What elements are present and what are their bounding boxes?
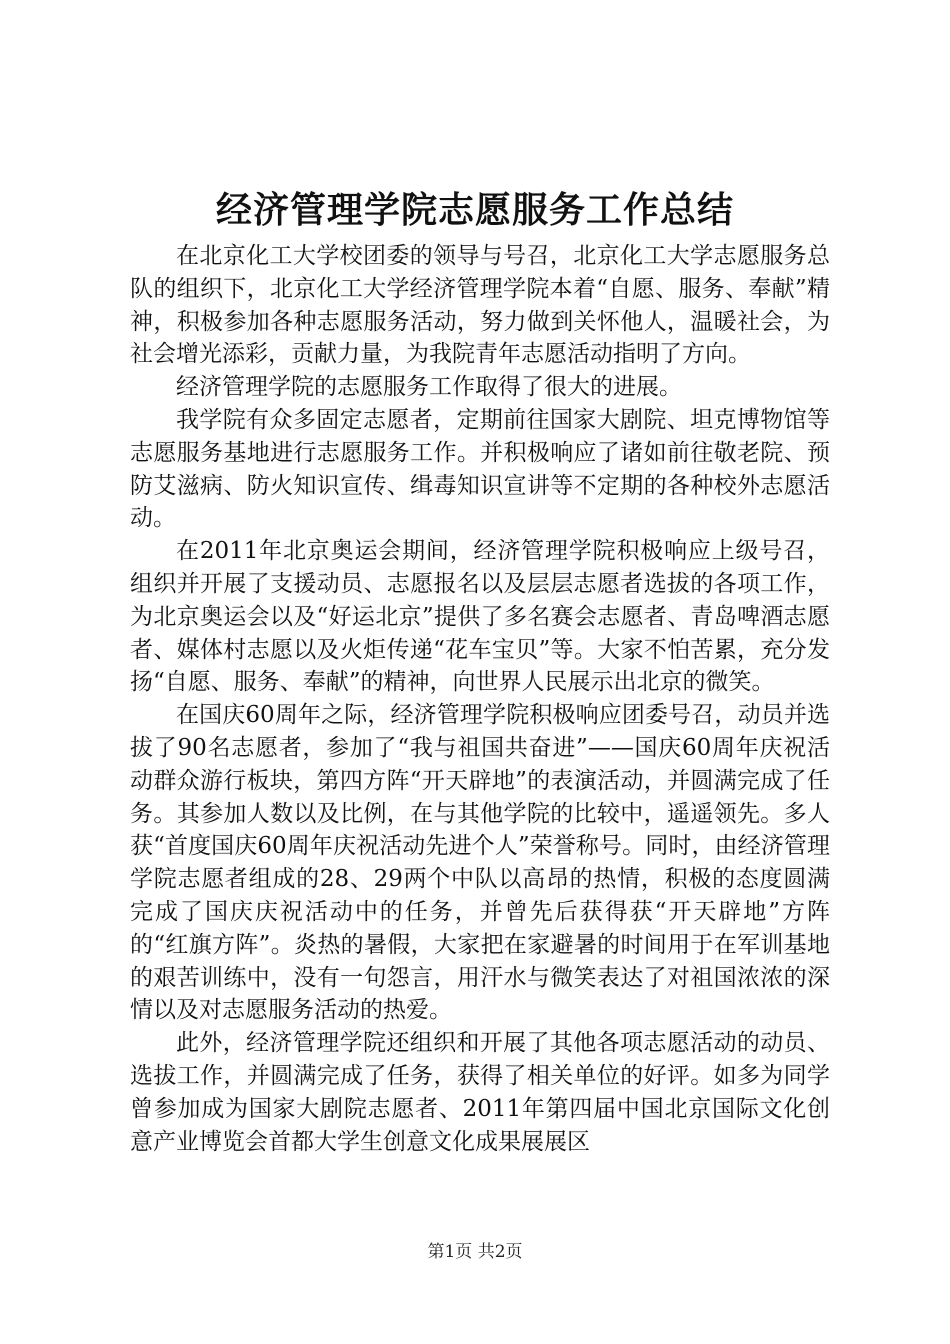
paragraph-progress: 经济管理学院的志愿服务工作取得了很大的进展。 — [176, 374, 682, 401]
paragraph-national-day: 在国庆60周年之际，经济管理学院积极响应团委号召，动员并选拔了90名志愿者，参加了“我与祖国共奋进”——国庆60周年庆祝活动群众游行板块，第四方阵“开天辟地”的表演活动，并圆满完成了任务。其参加人数以及比例，在与其他学院的比较中，遥遥领先。多人获“首度国庆60周年庆祝活动先进个人”荣誉称号。同时，由经济管理学院志愿者组成的28、29两个中队以高昂的热情，积极的态度圆满完成了国庆庆祝活动中的任务，并曾先后获得获“开天辟地”方阵的“红旗方阵”。炎热的暑假，大家把在家避暑的时间用于在军训基地的艰苦训练中，没有一句怨言，用汗水与微笑表达了对祖国浓浓的深情以及对志愿服务活动的热爱。 — [130, 702, 830, 1024]
paragraph-olympics: 在2011年北京奥运会期间，经济管理学院积极响应上级号召，组织并开展了支援动员、志愿报名以及层层志愿者选拔的各项工作，为北京奥运会以及“好运北京”提供了多名赛会志愿者、青岛啤酒志愿者、媒体村志愿以及火炬传递“花车宝贝”等。大家不怕苦累，充分发扬“自愿、服务、奉献”的精神，向世界人民展示出北京的微笑。 — [130, 538, 830, 696]
document-body — [130, 240, 830, 1158]
page-footer: 第1页 共2页 — [427, 1242, 523, 1262]
paragraph-volunteers: 我学院有众多固定志愿者，定期前往国家大剧院、坦克博物馆等志愿服务基地进行志愿服务工作。并积极响应了诸如前往敬老院、预防艾滋病、防火知识宣传、缉毒知识宣讲等不定期的各种校外志愿活动。 — [130, 406, 830, 532]
page-title: 经济管理学院志愿服务工作总结 — [215, 189, 734, 231]
paragraph-intro: 在北京化工大学校团委的领导与号召，北京化工大学志愿服务总队的组织下，北京化工大学经济管理学院本着“自愿、服务、奉献”精神，积极参加各种志愿服务活动，努力做到关怀他人，温暖社会，为社会增光添彩，贡献力量，为我院青年志愿活动指明了方向。 — [130, 243, 830, 368]
paragraph-other-activities: 此外，经济管理学院还组织和开展了其他各项志愿活动的动员、选拔工作，并圆满完成了任务，获得了相关单位的好评。如多为同学曾参加成为国家大剧院志愿者、2011年第四届中国北京国际文化创意产业博览会首都大学生创意文化成果展展区 — [130, 1030, 830, 1155]
